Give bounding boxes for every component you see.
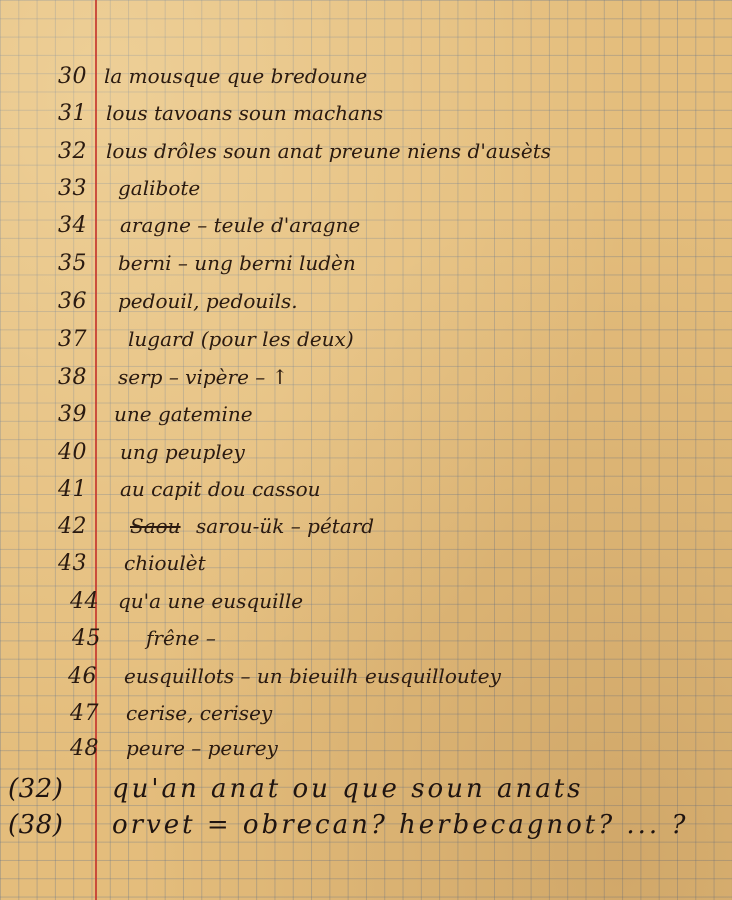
note-text: orvet = obrecan? herbecagnot? ... ? [112,810,689,840]
entry-text: lugard (pour les deux) [128,327,354,351]
entry-35 [0,251,732,287]
entry-40 [0,440,732,476]
entry-text: peure – peurey [126,736,278,760]
entry-42 [0,514,732,550]
entry-34 [0,213,732,249]
entry-text: une gatemine [114,402,253,426]
entry-number: 34 [58,213,87,238]
entry-48 [0,736,732,772]
entry-37 [0,327,732,363]
entry-32 [0,139,732,175]
entry-text: ung peupley [120,440,245,464]
entry-text: la mousque que bredoune [104,64,368,88]
entry-33 [0,176,732,212]
entry-text: lous drôles soun anat preune niens d'ausèts [106,139,552,163]
entry-30 [0,64,732,100]
entry-text: pedouil, pedouils. [118,289,298,313]
entry-38 [0,365,732,401]
entry-45 [0,626,732,662]
entry-text: sarou-ük – pétard [196,514,375,538]
entry-36 [0,289,732,325]
entry-number: 48 [70,736,99,761]
note-text: qu'an anat ou que soun anats [112,774,584,804]
entry-number: 44 [70,589,99,614]
entry-number: 38 [58,365,87,390]
entry-44 [0,589,732,625]
entry-46 [0,664,732,700]
entry-text: cerise, cerisey [126,701,273,725]
entry-number: 32 [58,139,87,164]
entry-number: 33 [58,176,87,201]
entry-number: 35 [58,251,87,276]
entry-number: 30 [58,64,87,89]
entry-text: au capit dou cassou [120,477,321,501]
entry-number: 31 [58,101,87,126]
entry-text: galibote [118,176,201,200]
entry-text: serp – vipère – ↑ [118,365,289,389]
entry-number: 47 [70,701,99,726]
entry-text: eusquillots – un bieuilh eusquilloutey [124,664,501,688]
entry-number: 36 [58,289,87,314]
entry-number: 40 [58,440,87,465]
entry-text: qu'a une eusquille [118,589,304,613]
note-38 [0,810,732,846]
entry-text: chioulèt [124,551,206,575]
note-32 [0,774,732,810]
entry-43 [0,551,732,587]
entry-31 [0,101,732,137]
entry-number: 46 [68,664,97,689]
entry-41 [0,477,732,513]
entry-number: 43 [58,551,87,576]
note-number: (38) [8,810,64,840]
entry-number: 39 [58,402,87,427]
entry-text: berni – ung berni ludèn [118,251,356,275]
entry-39 [0,402,732,438]
struck-word: Saou [130,514,181,538]
entry-text: frêne – [146,626,216,650]
entry-47 [0,701,732,737]
entry-text: aragne – teule d'aragne [120,213,361,237]
note-number: (32) [8,774,64,804]
entry-number: 41 [58,477,87,502]
entry-number: 37 [58,327,87,352]
entry-number: 42 [58,514,87,539]
entry-text: lous tavoans soun machans [106,101,384,125]
entry-number: 45 [72,626,101,651]
